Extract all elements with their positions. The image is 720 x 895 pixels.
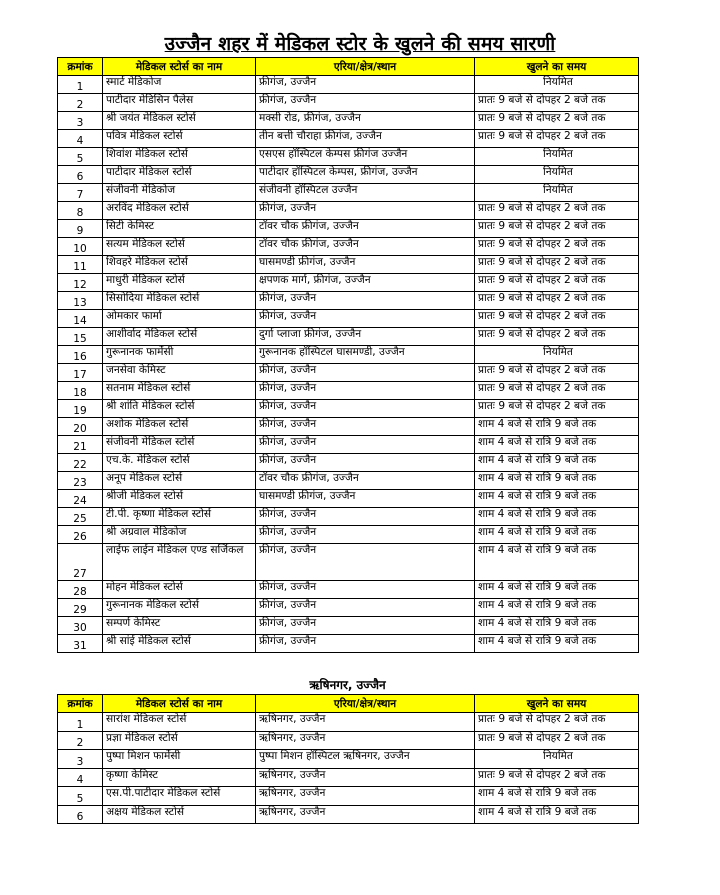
cell-store-name: सिटी केमिस्ट bbox=[103, 220, 256, 238]
cell-timing: शाम 4 बजे से रात्रि 9 बजे तक bbox=[475, 454, 639, 472]
table-row bbox=[58, 238, 639, 256]
table-row bbox=[58, 76, 639, 94]
table-row bbox=[58, 364, 639, 382]
cell-store-name: स्मार्ट मेडिकोज bbox=[103, 76, 256, 94]
header-area: एरिया/क्षेत्र/स्थान bbox=[256, 58, 475, 76]
cell-sno: 26 bbox=[58, 526, 103, 544]
cell-area: ऋषिनगर, उज्जैन bbox=[256, 713, 475, 732]
cell-timing: शाम 4 बजे से रात्रि 9 बजे तक bbox=[475, 581, 639, 599]
cell-timing: प्रातः 9 बजे से दोपहर 2 बजे तक bbox=[475, 328, 639, 346]
cell-store-name: जनसेवा केमिस्ट bbox=[103, 364, 256, 382]
cell-timing: नियमित bbox=[475, 184, 639, 202]
cell-timing: प्रातः 9 बजे से दोपहर 2 बजे तक bbox=[475, 731, 639, 750]
cell-sno: 13 bbox=[58, 292, 103, 310]
cell-sno: 5 bbox=[58, 148, 103, 166]
cell-area: फ्रीगंज, उज्जैन bbox=[256, 202, 475, 220]
cell-timing: प्रातः 9 बजे से दोपहर 2 बजे तक bbox=[475, 382, 639, 400]
cell-timing: प्रातः 9 बजे से दोपहर 2 बजे तक bbox=[475, 94, 639, 112]
header-name: मेडिकल स्टोर्स का नाम bbox=[103, 695, 256, 713]
cell-sno: 30 bbox=[58, 617, 103, 635]
cell-timing: शाम 4 बजे से रात्रि 9 बजे तक bbox=[475, 544, 639, 581]
cell-store-name: कृष्णा केमिस्ट bbox=[103, 768, 256, 787]
cell-area: फ्रीगंज, उज्जैन bbox=[256, 581, 475, 599]
table-header-row bbox=[58, 58, 639, 76]
cell-timing: शाम 4 बजे से रात्रि 9 बजे तक bbox=[475, 418, 639, 436]
cell-area: क्षपणक मार्ग, फ्रीगंज, उज्जैन bbox=[256, 274, 475, 292]
cell-sno: 24 bbox=[58, 490, 103, 508]
cell-sno: 27 bbox=[58, 544, 103, 581]
cell-sno: 6 bbox=[58, 805, 103, 824]
cell-sno: 8 bbox=[58, 202, 103, 220]
cell-area: ऋषिनगर, उज्जैन bbox=[256, 768, 475, 787]
cell-store-name: गुरूनानक मेडिकल स्टोर्स bbox=[103, 599, 256, 617]
table-row bbox=[58, 400, 639, 418]
cell-area: फ्रीगंज, उज्जैन bbox=[256, 436, 475, 454]
cell-timing: शाम 4 बजे से रात्रि 9 बजे तक bbox=[475, 526, 639, 544]
cell-sno: 6 bbox=[58, 166, 103, 184]
cell-timing: प्रातः 9 बजे से दोपहर 2 बजे तक bbox=[475, 713, 639, 732]
cell-timing: प्रातः 9 बजे से दोपहर 2 बजे तक bbox=[475, 130, 639, 148]
cell-timing: शाम 4 बजे से रात्रि 9 बजे तक bbox=[475, 599, 639, 617]
table-row bbox=[58, 454, 639, 472]
main-table-body bbox=[58, 76, 639, 653]
table-row bbox=[58, 418, 639, 436]
cell-store-name: माधुरी मेडिकल स्टोर्स bbox=[103, 274, 256, 292]
cell-store-name: एस.पी.पाटीदार मेडिकल स्टोर्स bbox=[103, 787, 256, 806]
cell-sno: 29 bbox=[58, 599, 103, 617]
header-time: खुलने का समय bbox=[475, 695, 639, 713]
table-row bbox=[58, 544, 639, 581]
cell-store-name: सारांश मेडिकल स्टोर्स bbox=[103, 713, 256, 732]
table-row bbox=[58, 220, 639, 238]
cell-timing: शाम 4 बजे से रात्रि 9 बजे तक bbox=[475, 805, 639, 824]
table-row bbox=[58, 202, 639, 220]
cell-timing: प्रातः 9 बजे से दोपहर 2 बजे तक bbox=[475, 292, 639, 310]
cell-sno: 22 bbox=[58, 454, 103, 472]
cell-sno: 4 bbox=[58, 130, 103, 148]
cell-store-name: श्रीजी मेडिकल स्टोर्स bbox=[103, 490, 256, 508]
cell-store-name: पुष्पा मिशन फार्मेसी bbox=[103, 750, 256, 769]
cell-area: फ्रीगंज, उज्जैन bbox=[256, 400, 475, 418]
cell-timing: नियमित bbox=[475, 750, 639, 769]
cell-area: एसएस हॉस्पिटल केम्पस फ्रीगंज उज्जैन bbox=[256, 148, 475, 166]
table-row bbox=[58, 617, 639, 635]
cell-timing: नियमित bbox=[475, 76, 639, 94]
cell-store-name: पाटीदार मेडिसिन पैलेस bbox=[103, 94, 256, 112]
cell-area: फ्रीगंज, उज्जैन bbox=[256, 382, 475, 400]
cell-area: फ्रीगंज, उज्जैन bbox=[256, 599, 475, 617]
cell-store-name: सम्पर्ण केमिस्ट bbox=[103, 617, 256, 635]
table-row bbox=[58, 256, 639, 274]
table-row bbox=[58, 490, 639, 508]
cell-timing: प्रातः 9 बजे से दोपहर 2 बजे तक bbox=[475, 364, 639, 382]
cell-timing: शाम 4 बजे से रात्रि 9 बजे तक bbox=[475, 787, 639, 806]
cell-timing: शाम 4 बजे से रात्रि 9 बजे तक bbox=[475, 635, 639, 653]
cell-sno: 1 bbox=[58, 713, 103, 732]
cell-sno: 23 bbox=[58, 472, 103, 490]
cell-store-name: संजीवनी मेडिकल स्टोर्स bbox=[103, 436, 256, 454]
cell-store-name: एच.के. मेडिकल स्टोर्स bbox=[103, 454, 256, 472]
cell-sno: 17 bbox=[58, 364, 103, 382]
cell-store-name: लाईफ लाईन मेडिकल एण्ड सर्जिकल bbox=[103, 544, 256, 581]
cell-sno: 31 bbox=[58, 635, 103, 653]
cell-sno: 18 bbox=[58, 382, 103, 400]
rishinagar-schedule-table bbox=[57, 694, 639, 824]
cell-area: ऋषिनगर, उज्जैन bbox=[256, 805, 475, 824]
cell-area: फ्रीगंज, उज्जैन bbox=[256, 544, 475, 581]
cell-store-name: श्री अग्रवाल मेडिकोज bbox=[103, 526, 256, 544]
table-row bbox=[58, 731, 639, 750]
cell-store-name: श्री सांई मेडिकल स्टोर्स bbox=[103, 635, 256, 653]
cell-area: फ्रीगंज, उज्जैन bbox=[256, 310, 475, 328]
cell-area: फ्रीगंज, उज्जैन bbox=[256, 364, 475, 382]
table-row bbox=[58, 184, 639, 202]
cell-timing: प्रातः 9 बजे से दोपहर 2 बजे तक bbox=[475, 112, 639, 130]
table-row bbox=[58, 382, 639, 400]
cell-sno: 16 bbox=[58, 346, 103, 364]
cell-sno: 14 bbox=[58, 310, 103, 328]
cell-area: फ्रीगंज, उज्जैन bbox=[256, 508, 475, 526]
cell-area: फ्रीगंज, उज्जैन bbox=[256, 418, 475, 436]
cell-sno: 3 bbox=[58, 112, 103, 130]
cell-timing: शाम 4 बजे से रात्रि 9 बजे तक bbox=[475, 472, 639, 490]
cell-sno: 25 bbox=[58, 508, 103, 526]
cell-area: फ्रीगंज, उज्जैन bbox=[256, 617, 475, 635]
cell-sno: 20 bbox=[58, 418, 103, 436]
cell-store-name: अशोक मेडिकल स्टोर्स bbox=[103, 418, 256, 436]
cell-area: फ्रीगंज, उज्जैन bbox=[256, 94, 475, 112]
cell-store-name: अनूप मेडिकल स्टोर्स bbox=[103, 472, 256, 490]
cell-timing: नियमित bbox=[475, 148, 639, 166]
cell-area: ऋषिनगर, उज्जैन bbox=[256, 787, 475, 806]
cell-sno: 9 bbox=[58, 220, 103, 238]
cell-area: फ्रीगंज, उज्जैन bbox=[256, 76, 475, 94]
cell-area: घासमण्डी फ्रीगंज, उज्जैन bbox=[256, 490, 475, 508]
cell-store-name: सिसोदिया मेडिकल स्टोर्स bbox=[103, 292, 256, 310]
cell-sno: 12 bbox=[58, 274, 103, 292]
cell-area: पुष्पा मिशन हॉस्पिटल ऋषिनगर, उज्जैन bbox=[256, 750, 475, 769]
cell-timing: नियमित bbox=[475, 166, 639, 184]
cell-area: फ्रीगंज, उज्जैन bbox=[256, 292, 475, 310]
cell-area: ऋषिनगर, उज्जैन bbox=[256, 731, 475, 750]
cell-area: टॉवर चौक फ्रीगंज, उज्जैन bbox=[256, 220, 475, 238]
cell-area: फ्रीगंज, उज्जैन bbox=[256, 454, 475, 472]
cell-store-name: पाटीदार मेडिकल स्टोर्स bbox=[103, 166, 256, 184]
table-row bbox=[58, 787, 639, 806]
table-row bbox=[58, 436, 639, 454]
header-sno: क्रमांक bbox=[58, 695, 103, 713]
table-row bbox=[58, 94, 639, 112]
cell-store-name: संजीवनी मेडिकोज bbox=[103, 184, 256, 202]
cell-sno: 3 bbox=[58, 750, 103, 769]
table-row bbox=[58, 599, 639, 617]
cell-store-name: टी.पी. कृष्णा मेडिकल स्टोर्स bbox=[103, 508, 256, 526]
cell-sno: 21 bbox=[58, 436, 103, 454]
main-schedule-table bbox=[57, 57, 639, 653]
cell-area: टॉवर चौक फ्रीगंज, उज्जैन bbox=[256, 238, 475, 256]
cell-store-name: प्रज्ञा मेडिकल स्टोर्स bbox=[103, 731, 256, 750]
table-row bbox=[58, 508, 639, 526]
cell-sno: 11 bbox=[58, 256, 103, 274]
cell-sno: 5 bbox=[58, 787, 103, 806]
cell-store-name: पवित्र मेडिकल स्टोर्स bbox=[103, 130, 256, 148]
rishinagar-table-body bbox=[58, 713, 639, 824]
table-row bbox=[58, 526, 639, 544]
cell-store-name: मोहन मेडिकल स्टोर्स bbox=[103, 581, 256, 599]
table-row bbox=[58, 148, 639, 166]
table-row bbox=[58, 805, 639, 824]
cell-store-name: सत्यम मेडिकल स्टोर्स bbox=[103, 238, 256, 256]
table-row bbox=[58, 581, 639, 599]
cell-timing: प्रातः 9 बजे से दोपहर 2 बजे तक bbox=[475, 220, 639, 238]
table-row bbox=[58, 112, 639, 130]
cell-area: टॉवर चौक फ्रीगंज, उज्जैन bbox=[256, 472, 475, 490]
header-sno: क्रमांक bbox=[58, 58, 103, 76]
cell-store-name: शिवहरे मेडिकल स्टोर्स bbox=[103, 256, 256, 274]
table-row bbox=[58, 713, 639, 732]
cell-sno: 7 bbox=[58, 184, 103, 202]
cell-store-name: आशीर्वाद मेडिकल स्टोर्स bbox=[103, 328, 256, 346]
table-row bbox=[58, 635, 639, 653]
cell-store-name: अक्षय मेडिकल स्टोर्स bbox=[103, 805, 256, 824]
cell-timing: शाम 4 बजे से रात्रि 9 बजे तक bbox=[475, 436, 639, 454]
cell-sno: 4 bbox=[58, 768, 103, 787]
cell-sno: 28 bbox=[58, 581, 103, 599]
cell-area: पाटीदार हॉस्पिटल केम्पस, फ्रीगंज, उज्जैन bbox=[256, 166, 475, 184]
cell-timing: प्रातः 9 बजे से दोपहर 2 बजे तक bbox=[475, 256, 639, 274]
cell-timing: प्रातः 9 बजे से दोपहर 2 बजे तक bbox=[475, 274, 639, 292]
cell-area: घासमण्डी फ्रीगंज, उज्जैन bbox=[256, 256, 475, 274]
cell-sno: 1 bbox=[58, 76, 103, 94]
table-header-row bbox=[58, 695, 639, 713]
table-row bbox=[58, 346, 639, 364]
table-row bbox=[58, 750, 639, 769]
table-row bbox=[58, 274, 639, 292]
cell-area: संजीवनी हॉस्पिटल उज्जैन bbox=[256, 184, 475, 202]
cell-area: मक्सी रोड, फ्रीगंज, उज्जैन bbox=[256, 112, 475, 130]
table-row bbox=[58, 768, 639, 787]
cell-sno: 10 bbox=[58, 238, 103, 256]
table-row bbox=[58, 130, 639, 148]
cell-store-name: श्री जयंत मेडिकल स्टोर्स bbox=[103, 112, 256, 130]
cell-timing: प्रातः 9 बजे से दोपहर 2 बजे तक bbox=[475, 400, 639, 418]
cell-store-name: गुरूनानक फार्मेसी bbox=[103, 346, 256, 364]
cell-sno: 2 bbox=[58, 94, 103, 112]
cell-timing: प्रातः 9 बजे से दोपहर 2 बजे तक bbox=[475, 768, 639, 787]
cell-store-name: श्री शांति मेडिकल स्टोर्स bbox=[103, 400, 256, 418]
cell-timing: शाम 4 बजे से रात्रि 9 बजे तक bbox=[475, 617, 639, 635]
cell-area: दुर्गा प्लाजा फ्रीगंज, उज्जैन bbox=[256, 328, 475, 346]
cell-area: तीन बत्ती चौराहा फ्रीगंज, उज्जैन bbox=[256, 130, 475, 148]
cell-timing: शाम 4 बजे से रात्रि 9 बजे तक bbox=[475, 508, 639, 526]
header-time: खुलने का समय bbox=[475, 58, 639, 76]
cell-timing: नियमित bbox=[475, 346, 639, 364]
cell-store-name: अरविंद मेडिकल स्टोर्स bbox=[103, 202, 256, 220]
cell-area: गुरूनानक हॉस्पिटल घासमण्डी, उज्जैन bbox=[256, 346, 475, 364]
cell-timing: शाम 4 बजे से रात्रि 9 बजे तक bbox=[475, 490, 639, 508]
table-row bbox=[58, 166, 639, 184]
cell-timing: प्रातः 9 बजे से दोपहर 2 बजे तक bbox=[475, 202, 639, 220]
header-name: मेडिकल स्टोर्स का नाम bbox=[103, 58, 256, 76]
cell-store-name: सतनाम मेडिकल स्टोर्स bbox=[103, 382, 256, 400]
cell-sno: 19 bbox=[58, 400, 103, 418]
section-title-rishinagar: ऋषिनगर, उज्जैन bbox=[309, 678, 386, 692]
cell-timing: प्रातः 9 बजे से दोपहर 2 बजे तक bbox=[475, 310, 639, 328]
table-row bbox=[58, 328, 639, 346]
cell-store-name: शिवांश मेडिकल स्टोर्स bbox=[103, 148, 256, 166]
cell-area: फ्रीगंज, उज्जैन bbox=[256, 635, 475, 653]
page-title: उज्जैन शहर में मेडिकल स्टोर के खुलने की समय सारणी bbox=[164, 33, 556, 55]
table-row bbox=[58, 472, 639, 490]
table-row bbox=[58, 292, 639, 310]
cell-store-name: ओमकार फार्मा bbox=[103, 310, 256, 328]
cell-sno: 15 bbox=[58, 328, 103, 346]
cell-timing: प्रातः 9 बजे से दोपहर 2 बजे तक bbox=[475, 238, 639, 256]
header-area: एरिया/क्षेत्र/स्थान bbox=[256, 695, 475, 713]
table-row bbox=[58, 310, 639, 328]
cell-area: फ्रीगंज, उज्जैन bbox=[256, 526, 475, 544]
cell-sno: 2 bbox=[58, 731, 103, 750]
